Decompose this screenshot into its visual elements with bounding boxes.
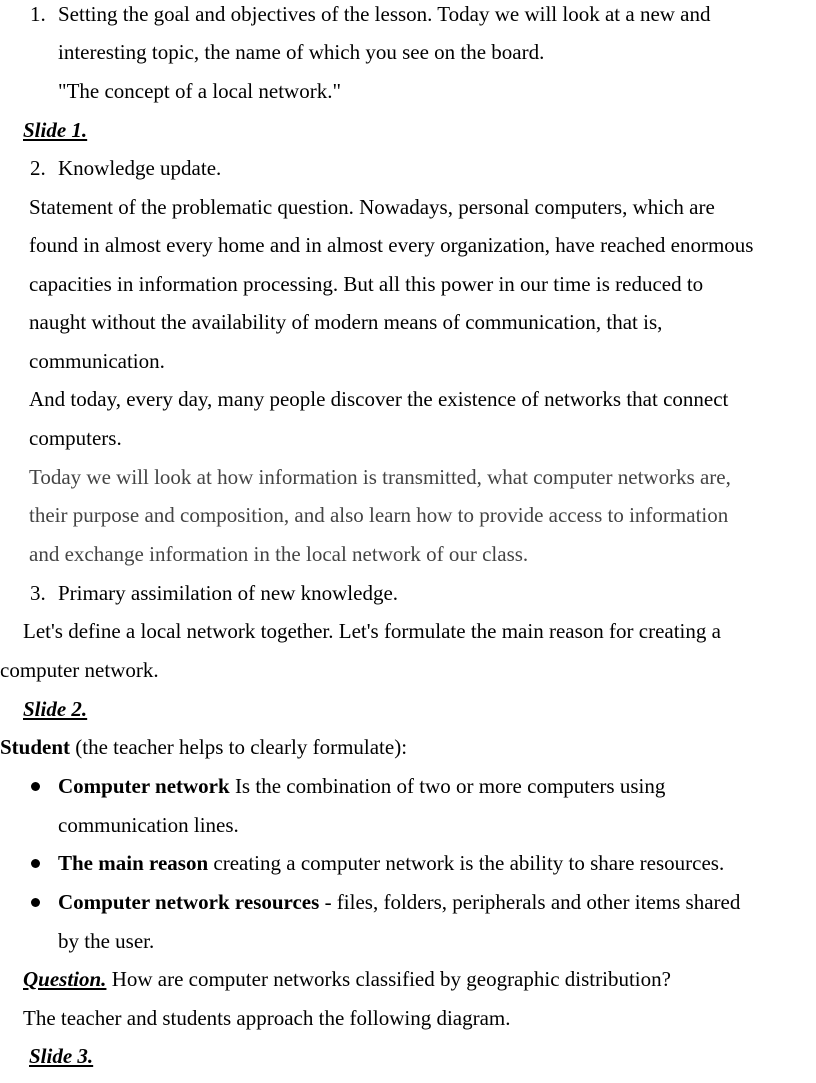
bullet-term: Computer network resources	[58, 890, 320, 914]
bullet-icon	[31, 898, 40, 907]
student-line	[0, 735, 407, 759]
student-text: (the teacher helps to clearly formulate):	[70, 735, 408, 759]
slide1-label: Slide 1.	[23, 118, 88, 142]
bullet-term: The main reason	[58, 851, 209, 875]
bullet-icon	[31, 859, 40, 868]
item2-number: 2.	[30, 156, 46, 180]
item1-line1: Setting the goal and objectives of the lesson. Today we will look at a new and	[58, 2, 711, 26]
bullet-item	[58, 851, 724, 875]
networks-line: computers.	[29, 426, 122, 450]
bullet-term: Computer network	[58, 774, 230, 798]
teacher-line: The teacher and students approach the following diagram.	[23, 1006, 511, 1030]
define-line: computer network.	[0, 658, 159, 682]
question-text: How are computer networks classified by geographic distribution?	[106, 967, 671, 991]
item3-number: 3.	[30, 581, 46, 605]
problem-line: capacities in information processing. But all this power in our time is reduced to	[29, 272, 704, 296]
student-label: Student	[0, 735, 71, 759]
bullet-icon	[31, 782, 40, 791]
bullet-text: Is the combination of two or more computers using	[229, 774, 666, 798]
today-line: Today we will look at how information is transmitted, what computer networks are,	[29, 465, 731, 489]
problem-line: naught without the availability of modern means of communication, that is,	[29, 310, 663, 334]
bullet-text: creating a computer network is the ability to share resources.	[208, 851, 725, 875]
slide2-label: Slide 2.	[23, 697, 88, 721]
bullet-item	[58, 774, 665, 798]
bullet-text: - files, folders, peripherals and other items shared	[319, 890, 741, 914]
bullet-continuation: by the user.	[58, 929, 155, 953]
today-line: their purpose and composition, and also learn how to provide access to information	[29, 503, 729, 527]
slide3-label: Slide 3.	[29, 1044, 94, 1068]
bullet-continuation: communication lines.	[58, 813, 239, 837]
question-label: Question.	[23, 967, 107, 991]
item1-line3: "The concept of a local network."	[58, 79, 342, 103]
item2-text: Knowledge update.	[58, 156, 222, 180]
item3-text: Primary assimilation of new knowledge.	[58, 581, 399, 605]
item1-line2: interesting topic, the name of which you see on the board.	[58, 40, 545, 64]
define-line: Let's define a local network together. Let's formulate the main reason for creating a	[23, 619, 721, 643]
problem-line: communication.	[29, 349, 165, 373]
problem-line: Statement of the problematic question. Nowadays, personal computers, which are	[29, 195, 715, 219]
bullet-item	[58, 890, 740, 914]
networks-line: And today, every day, many people discover the existence of networks that connect	[29, 387, 729, 411]
today-line: and exchange information in the local network of our class.	[29, 542, 529, 566]
question-line	[23, 967, 671, 991]
problem-line: found in almost every home and in almost every organization, have reached enormous	[29, 233, 754, 257]
item1-number: 1.	[30, 2, 46, 26]
